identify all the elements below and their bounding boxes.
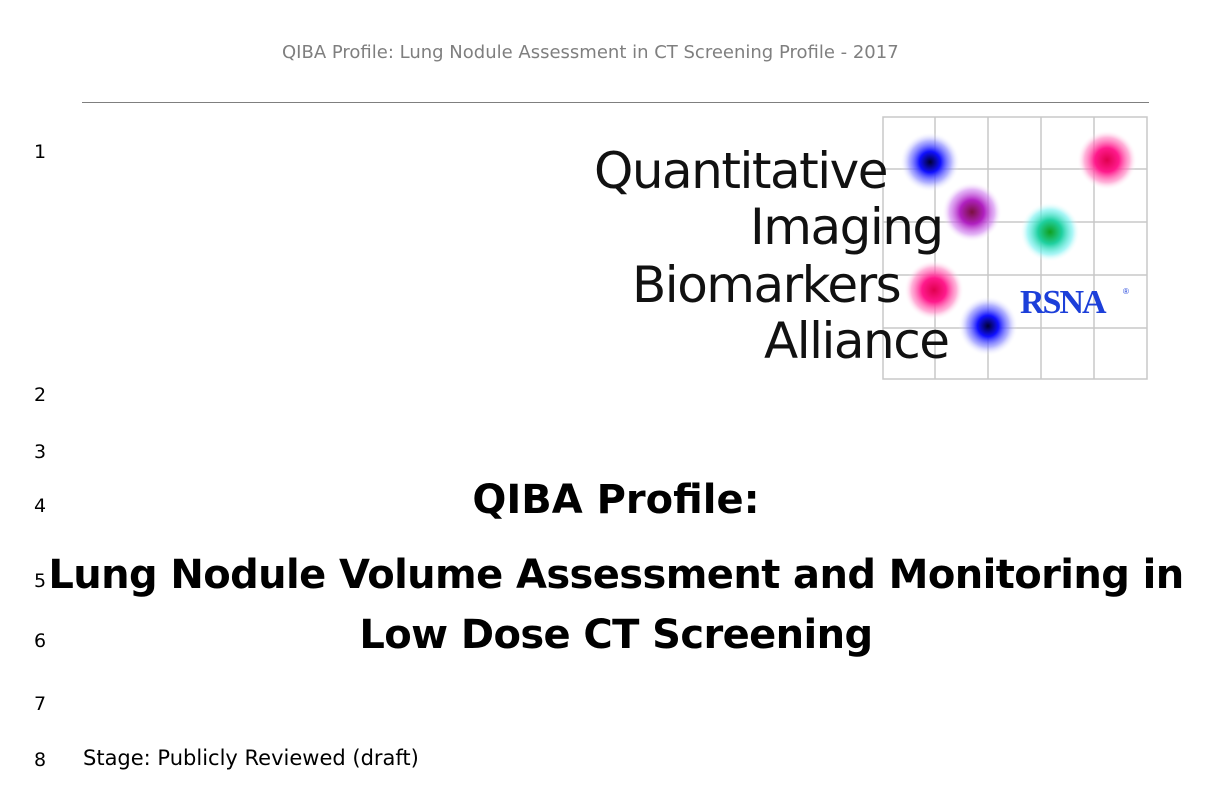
logo-word: Alliance: [764, 312, 949, 370]
line-number: 2: [34, 384, 47, 406]
line-number: 6: [34, 630, 47, 652]
logo-word: Imaging: [750, 198, 943, 256]
document-title-line-2: Lung Nodule Volume Assessment and Monitoring in: [48, 552, 1184, 598]
line-number: 8: [34, 749, 47, 771]
document-title-line-3: Low Dose CT Screening: [359, 612, 873, 658]
green-dot: [1020, 202, 1080, 262]
running-header: QIBA Profile: Lung Nodule Assessment in CT Screening Profile - 2017: [282, 42, 899, 63]
document-title-line-1: QIBA Profile:: [472, 477, 760, 523]
line-number: 4: [34, 495, 47, 517]
purple-dot: [942, 182, 1002, 242]
pink-dot: [1077, 130, 1137, 190]
document-stage: Stage: Publicly Reviewed (draft): [83, 746, 419, 770]
blue-dot: [958, 296, 1018, 356]
line-number: 1: [34, 141, 47, 163]
qiba-logo: [590, 114, 1150, 382]
line-number: 3: [34, 441, 47, 463]
header-divider: [82, 102, 1149, 103]
logo-wordmark: [590, 114, 950, 382]
line-number: 7: [34, 693, 47, 715]
logo-word: Quantitative: [594, 142, 887, 200]
svg-text:®: ®: [1123, 287, 1129, 296]
rsna-badge: RSNA: [1020, 284, 1105, 321]
line-number: 5: [34, 570, 47, 592]
logo-word: Biomarkers: [632, 256, 901, 314]
